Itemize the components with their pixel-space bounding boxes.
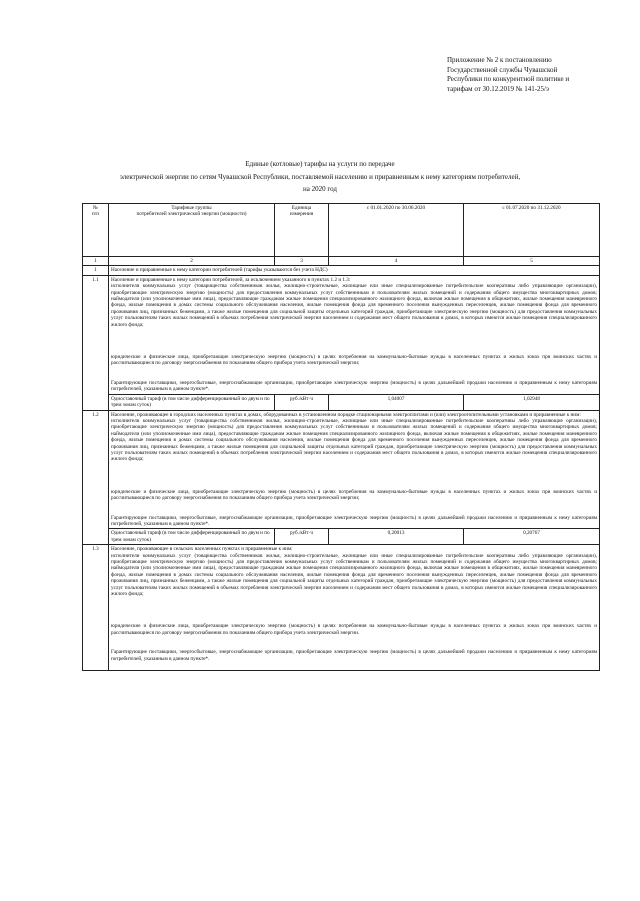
title-line: Единые (котловые) тарифы на услуги по передаче: [245, 160, 395, 168]
section-head: Население, проживающее в сельских населенных пунктах и приравненные к ним:: [111, 546, 293, 553]
section-paragraph: юридические и физические лица, приобретающие электрическую энергию (мощность) в целях потребления на коммунально-бытовые нужды в населенных пунктах и жилых зонах при воинских частях и рассчитывающиеся по договору энергоснабжения по показаниям общего прибора учета электрической энергии;: [111, 488, 597, 502]
tariff-table: [82, 203, 600, 671]
column-number: 1: [83, 257, 109, 266]
appendix-line: тарифам от 30.12.2019 № 141-25/э: [447, 84, 549, 93]
appendix-line: Приложение № 2 к постановлению: [447, 56, 552, 64]
header-period-1: с 01.01.2020 по 30.06.2020: [329, 204, 464, 257]
tariff-value-period-2: 1,02948: [464, 394, 600, 410]
table-row: [83, 410, 600, 529]
section-head: Население, проживающее в городских населенных пунктах в домах, оборудованных в установленном порядке стационарными электроплитами и (или) электроотопительными установками и приравненные к ним:: [111, 411, 581, 418]
section-paragraph: исполнители коммунальных услуг (товарищества собственников жилья, жилищно-строительные, жилищные или иные специализированные потребительские кооперативы либо управляющие организации), приобретающие электрическую энергию (мощность) для предоставления коммунальных услуг собственникам и пользователям жилых помещений и содержания общего имущества многоквартирных домов; наймодатели (или уполномоченные ими лица), предоставляющие гражданам жилые помещения специализированного жилищного фонда, включая жилые помещения в общежитиях, жилые помещения маневренного фонда, жилые помещения в домах системы социального обслуживания населения, жилые помещения фонда для временного поселения вынужденных переселенцев, жилые помещения фонда для временного проживания лиц, признанных беженцами, а также жилые помещения для социальной защиты отдельных категорий граждан, приобретающие электрическую энергию (мощность) для предоставления коммунальных услуг пользователям таких жилых помещений в объемах потребления электрической энергии населением и содержания мест общего пользования в домах, в которых имеются жилые помещения специализированного жилого фонда;: [111, 283, 597, 328]
column-number: 4: [329, 257, 464, 266]
section-description: [109, 410, 600, 529]
section-head: Население и приравненные к нему категории потребителей, за исключением указанного в пунктах 1.2 и 1.3:: [111, 276, 351, 283]
section-paragraph: юридические и физические лица, приобретающие электрическую энергию (мощность) в целях потребления на коммунально-бытовые нужды в населенных пунктах и жилых зонах при воинских частях и рассчитывающиеся по договору энергоснабжения по показаниям общего прибора учета электрической энергии;: [111, 354, 597, 367]
table-row: [83, 266, 600, 275]
tariff-label: Одноставочный тариф (в том числе дифференцированный по двум и по трем зонам суток): [109, 394, 275, 410]
document-title: [80, 158, 560, 196]
column-number: 2: [109, 257, 275, 266]
header-num: № п/п: [83, 204, 109, 257]
section-description: [109, 545, 600, 671]
appendix-header: [447, 56, 605, 94]
tariff-row: [83, 394, 600, 410]
section-paragraph: Гарантирующие поставщики, энергосбытовые, энергоснабжающие организации, приобретающие электрическую энергию (мощность) в целях дальнейшей продажи населению и приравненным к нему категориям потребителей, указанным в данном пункте*.: [111, 379, 597, 393]
table-header-row: [83, 204, 600, 257]
header-period-2: с 01.07.2020 по 31.12.2020: [464, 204, 600, 257]
tariff-value-period-2: 0,20767: [464, 529, 600, 545]
section-description: [109, 275, 600, 394]
section-paragraph: юридические и физические лица, приобретающие электрическую энергию (мощность) в целях потребления на коммунально-бытовые нужды в населенных пунктах и жилых зонах при воинских частях и рассчитывающиеся по договору энергоснабжения по показаниям общего прибора учета электрической энергии.: [111, 623, 597, 636]
header-unit: Единица измерения: [275, 204, 329, 257]
appendix-line: Государственной службы Чувашской: [447, 65, 558, 74]
section-paragraph: Гарантирующие поставщики, энергосбытовые, энергоснабжающие организации, приобретающие электрическую энергию (мощность) в целях дальнейшей продажи населению и приравненным к нему категориям потребителей, указанным в данном пункте*.: [111, 514, 597, 527]
table-row: [83, 545, 600, 671]
title-line: электрической энергии по сетям Чувашской Республики, поставляемой населению и приравненным к нему категориям потребителей,: [119, 172, 521, 181]
tariff-value-period-1: 0,20013: [329, 529, 464, 545]
section-paragraph: Гарантирующие поставщики, энергосбытовые, энергоснабжающие организации, приобретающие электрическую энергию (мощность) в целях дальнейшей продажи населению и приравненным к нему категориям потребителей, указанным в данном пункте*.: [111, 649, 597, 662]
row-number: 1.3: [83, 545, 109, 671]
row-number: 1.2: [83, 410, 109, 545]
tariff-value-period-1: 1,04007: [329, 394, 464, 410]
row-number: 1.1: [83, 275, 109, 410]
table-row: [83, 275, 600, 394]
column-number-row: [83, 257, 600, 266]
header-group: Тарифные группы потребителей электрической энергии (мощности): [109, 204, 275, 257]
section-paragraph: исполнители коммунальных услуг (товарищества собственников жилья, жилищно-строительные, жилищные или иные специализированные потребительские кооперативы либо управляющие организации), приобретающие электрическую энергию (мощность) для предоставления коммунальных услуг собственникам и пользователям жилых помещений и содержания общего имущества многоквартирных домов; наймодатели (или уполномоченные ими лица), предоставляющие гражданам жилые помещения специализированного жилищного фонда, включая жилые помещения в общежитиях, жилые помещения маневренного фонда, жилые помещения в домах системы социального обслуживания населения, жилые помещения фонда для временного поселения вынужденных переселенцев, жилые помещения фонда для временного проживания лиц, признанных беженцами, а также жилые помещения для социальной защиты отдельных категорий граждан, приобретающие электрическую энергию (мощность) для предоставления коммунальных услуг пользователям таких жилых помещений в объемах потребления электрической энергии населением и содержания мест общего пользования в домах, в которых имеются жилые помещения специализированного жилого фонда;: [111, 417, 597, 463]
tariff-row: [83, 529, 600, 545]
row-number: 1: [83, 266, 109, 275]
column-number: 3: [275, 257, 329, 266]
tariff-unit: руб./кВт·ч: [275, 529, 329, 545]
section-paragraph: исполнители коммунальных услуг (товарищества собственников жилья, жилищно-строительные, жилищные или иные специализированные потребительские кооперативы либо управляющие организации), приобретающие электрическую энергию (мощность) для предоставления коммунальных услуг собственникам и пользователям жилых помещений и содержания общего имущества многоквартирных домов; наймодатели (или уполномоченные ими лица), предоставляющие гражданам жилые помещения специализированного жилищного фонда, включая жилые помещения в общежитиях, жилые помещения маневренного фонда, жилые помещения в домах системы социального обслуживания населения, жилые помещения фонда для временного поселения вынужденных переселенцев, жилые помещения фонда для временного проживания лиц, признанных беженцами, а также жилые помещения для социальной защиты отдельных категорий граждан, приобретающие электрическую энергию (мощность) для предоставления коммунальных услуг пользователям таких жилых помещений в объемах потребления электрической энергии населением и содержания мест общего пользования в домах, в которых имеются жилые помещения специализированного жилого фонда;: [111, 552, 597, 598]
tariff-unit: руб./кВт·ч: [275, 394, 329, 410]
column-number: 5: [464, 257, 600, 266]
tariff-label: Одноставочный тариф (в том числе дифференцированный по двум и по трем зонам суток): [109, 529, 275, 545]
appendix-line: Республики по конкурентной политике и: [447, 75, 570, 84]
category-heading: Население и приравненные к нему категории потребителей (тарифы указываются без учета НДС): [109, 266, 600, 275]
title-line: на 2020 год: [303, 185, 337, 193]
